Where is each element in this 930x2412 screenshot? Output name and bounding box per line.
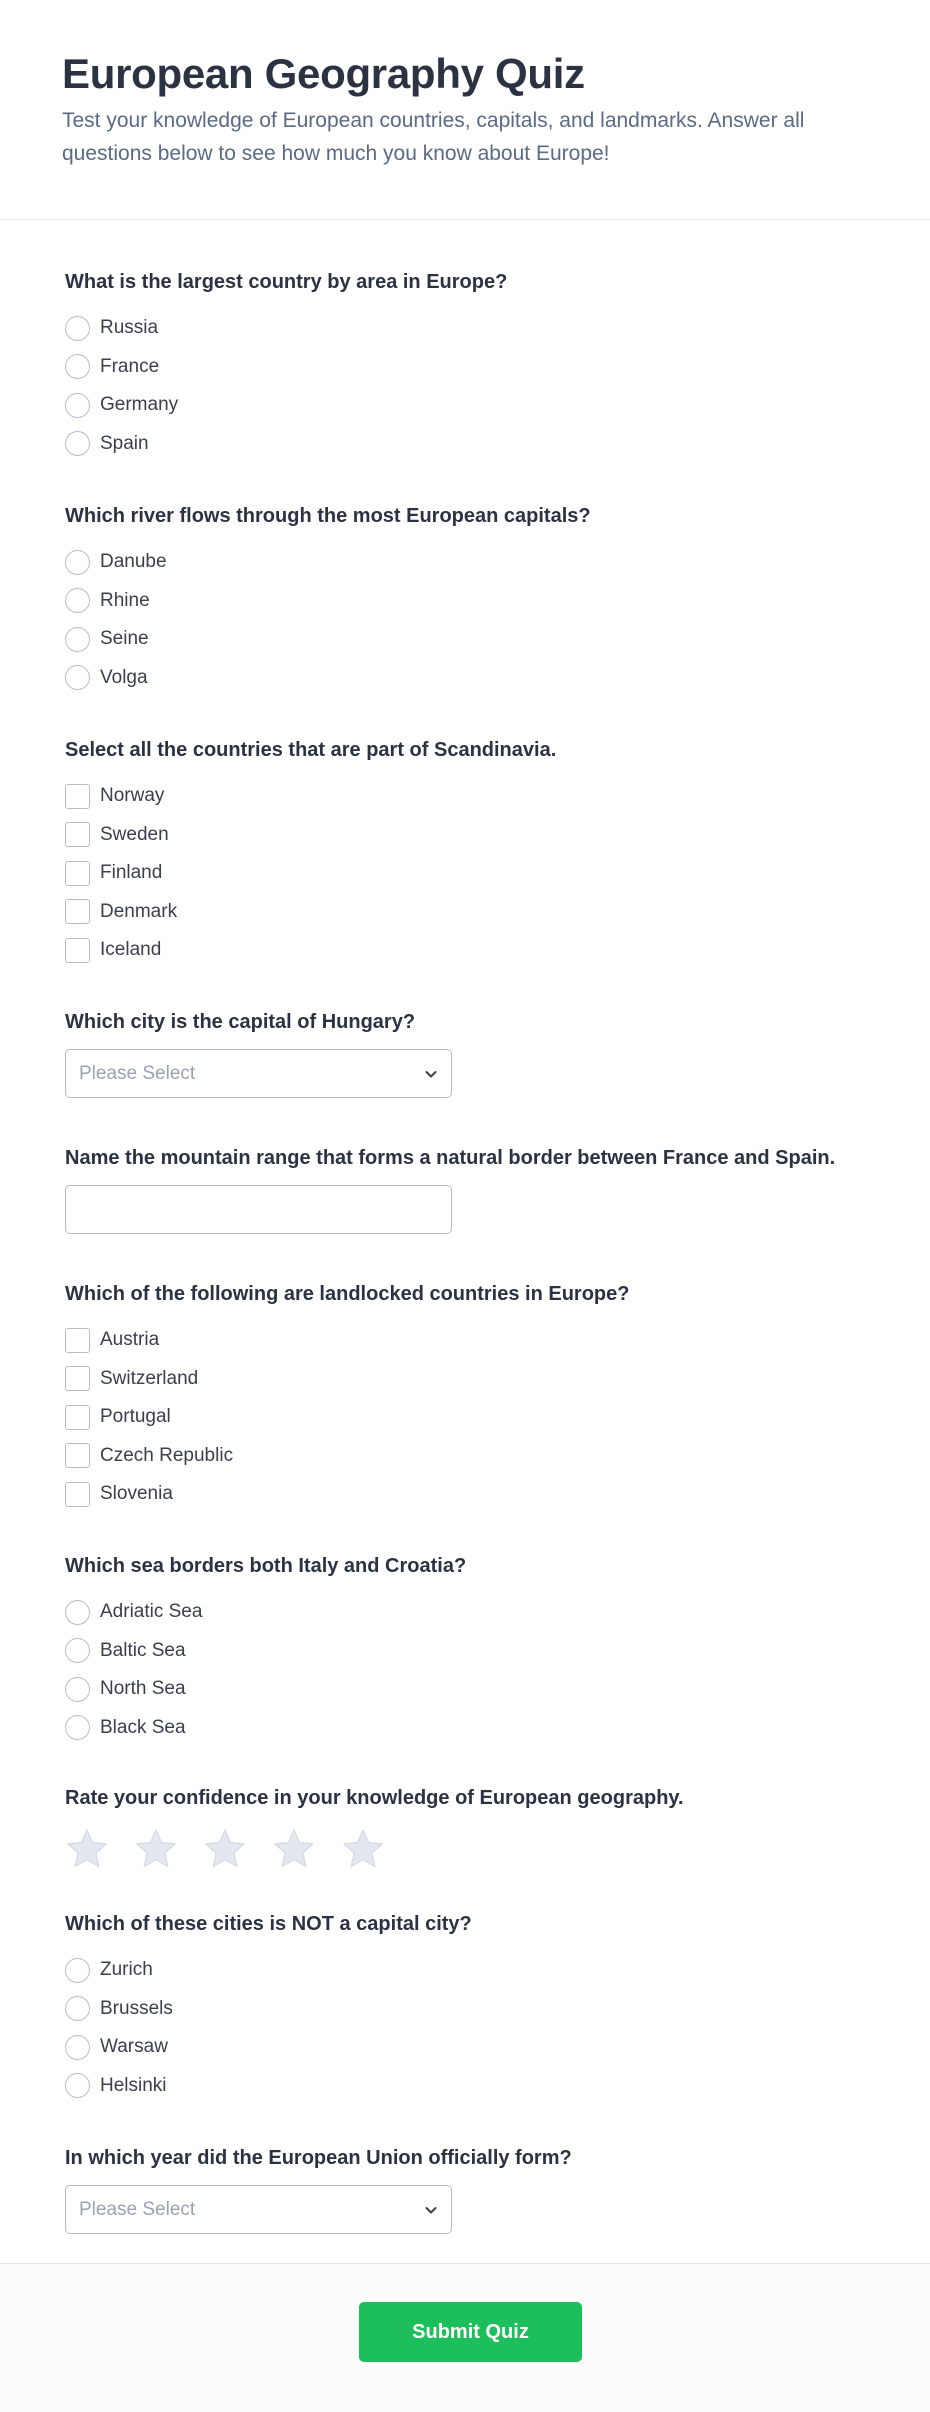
question-label: What is the largest country by area in Europe? [65,271,508,293]
radio-button[interactable] [65,1600,90,1625]
option-france[interactable] [65,348,925,387]
option-label: Sweden [100,823,169,845]
star-icon[interactable] [272,1827,316,1871]
checkbox[interactable] [65,861,90,886]
question-label: Rate your confidence in your knowledge of European geography. [65,1787,684,1809]
question-landlocked [65,1280,925,1514]
option-label: Germany [100,394,179,416]
option-label: Black Sea [100,1716,186,1738]
radio-button[interactable] [65,431,90,456]
hungary-capital-select[interactable] [65,1049,452,1098]
question-label: Which of these cities is NOT a capital city? [65,1913,472,1935]
question-not-capital [65,1910,925,2105]
submit-quiz-button[interactable]: Submit Quiz [359,2302,582,2362]
option-sweden[interactable] [65,816,925,855]
question-confidence-rating [65,1784,925,1871]
select-placeholder: Please Select [79,1062,196,1084]
option-label: Russia [100,317,159,339]
chevron-down-icon [423,2202,439,2218]
checkbox[interactable] [65,1328,90,1353]
option-iceland[interactable] [65,931,925,970]
radio-button[interactable] [65,354,90,379]
question-eu-year [65,2144,925,2234]
option-label: Norway [100,785,165,807]
star-rating [65,1827,925,1871]
question-mountain-range [65,1144,925,1234]
radio-button[interactable] [65,2073,90,2098]
option-switzerland[interactable] [65,1360,925,1399]
option-label: Denmark [100,900,178,922]
question-label: Which of the following are landlocked countries in Europe? [65,1283,630,1305]
option-label: Austria [100,1329,160,1351]
option-warsaw[interactable] [65,2028,925,2067]
option-label: Brussels [100,1997,173,2019]
question-scandinavia [65,736,925,970]
page-subtitle: Test your knowledge of European countries, capitals, and landmarks. Answer all questions below to see how much you know about Europe! [62,109,805,165]
checkbox[interactable] [65,1443,90,1468]
option-label: Adriatic Sea [100,1601,203,1623]
option-rhine[interactable] [65,582,925,621]
option-danube[interactable] [65,543,925,582]
option-label: Danube [100,551,167,573]
radio-button[interactable] [65,316,90,341]
checkbox[interactable] [65,1366,90,1391]
option-label: Zurich [100,1959,153,1981]
checkbox[interactable] [65,1482,90,1507]
option-slovenia[interactable] [65,1475,925,1514]
option-label: North Sea [100,1678,186,1700]
option-north-sea[interactable] [65,1670,925,1709]
radio-button[interactable] [65,1996,90,2021]
question-label: In which year did the European Union officially form? [65,2147,572,2169]
question-italy-croatia-sea [65,1552,925,1747]
checkbox[interactable] [65,784,90,809]
radio-button[interactable] [65,2035,90,2060]
page-title: European Geography Quiz [62,50,585,97]
star-icon[interactable] [65,1827,109,1871]
option-label: Warsaw [100,2036,168,2058]
question-label: Which city is the capital of Hungary? [65,1011,416,1033]
radio-button[interactable] [65,1958,90,1983]
option-label: Baltic Sea [100,1639,186,1661]
option-helsinki[interactable] [65,2067,925,2106]
option-volga[interactable] [65,659,925,698]
option-label: Slovenia [100,1483,173,1505]
radio-button[interactable] [65,588,90,613]
option-czech-republic[interactable] [65,1437,925,1476]
chevron-down-icon [423,1066,439,1082]
option-russia[interactable] [65,309,925,348]
question-river-capitals [65,502,925,697]
radio-button[interactable] [65,550,90,575]
eu-year-select[interactable] [65,2185,452,2234]
star-icon[interactable] [341,1827,385,1871]
star-icon[interactable] [203,1827,247,1871]
star-icon[interactable] [134,1827,178,1871]
option-black-sea[interactable] [65,1709,925,1748]
option-norway[interactable] [65,777,925,816]
option-label: Iceland [100,939,162,961]
option-label: Czech Republic [100,1444,234,1466]
option-label: Volga [100,666,148,688]
option-label: Seine [100,628,149,650]
checkbox[interactable] [65,1405,90,1430]
option-germany[interactable] [65,386,925,425]
radio-button[interactable] [65,393,90,418]
option-baltic-sea[interactable] [65,1632,925,1671]
option-spain[interactable] [65,425,925,464]
question-hungary-capital [65,1008,925,1098]
radio-button[interactable] [65,1715,90,1740]
radio-button[interactable] [65,627,90,652]
mountain-range-input[interactable] [65,1185,452,1234]
option-label: Portugal [100,1406,171,1428]
checkbox[interactable] [65,899,90,924]
select-placeholder: Please Select [79,2198,196,2220]
option-label: Helsinki [100,2074,167,2096]
question-label: Name the mountain range that forms a natural border between France and Spain. [65,1147,836,1169]
option-adriatic-sea[interactable] [65,1593,925,1632]
question-label: Which sea borders both Italy and Croatia? [65,1555,467,1577]
option-denmark[interactable] [65,893,925,932]
quiz-footer [0,2263,930,2412]
option-label: Rhine [100,589,150,611]
question-largest-country [65,268,925,463]
option-seine[interactable] [65,620,925,659]
option-zurich[interactable] [65,1951,925,1990]
radio-button[interactable] [65,1677,90,1702]
option-label: Spain [100,432,149,454]
option-label: France [100,355,160,377]
option-label: Finland [100,862,163,884]
radio-button[interactable] [65,1638,90,1663]
question-label: Which river flows through the most European capitals? [65,505,591,527]
checkbox[interactable] [65,822,90,847]
option-finland[interactable] [65,854,925,893]
option-portugal[interactable] [65,1398,925,1437]
option-brussels[interactable] [65,1990,925,2029]
option-austria[interactable] [65,1321,925,1360]
checkbox[interactable] [65,938,90,963]
option-label: Switzerland [100,1367,199,1389]
question-label: Select all the countries that are part of Scandinavia. [65,739,557,761]
quiz-header [0,0,930,220]
radio-button[interactable] [65,665,90,690]
